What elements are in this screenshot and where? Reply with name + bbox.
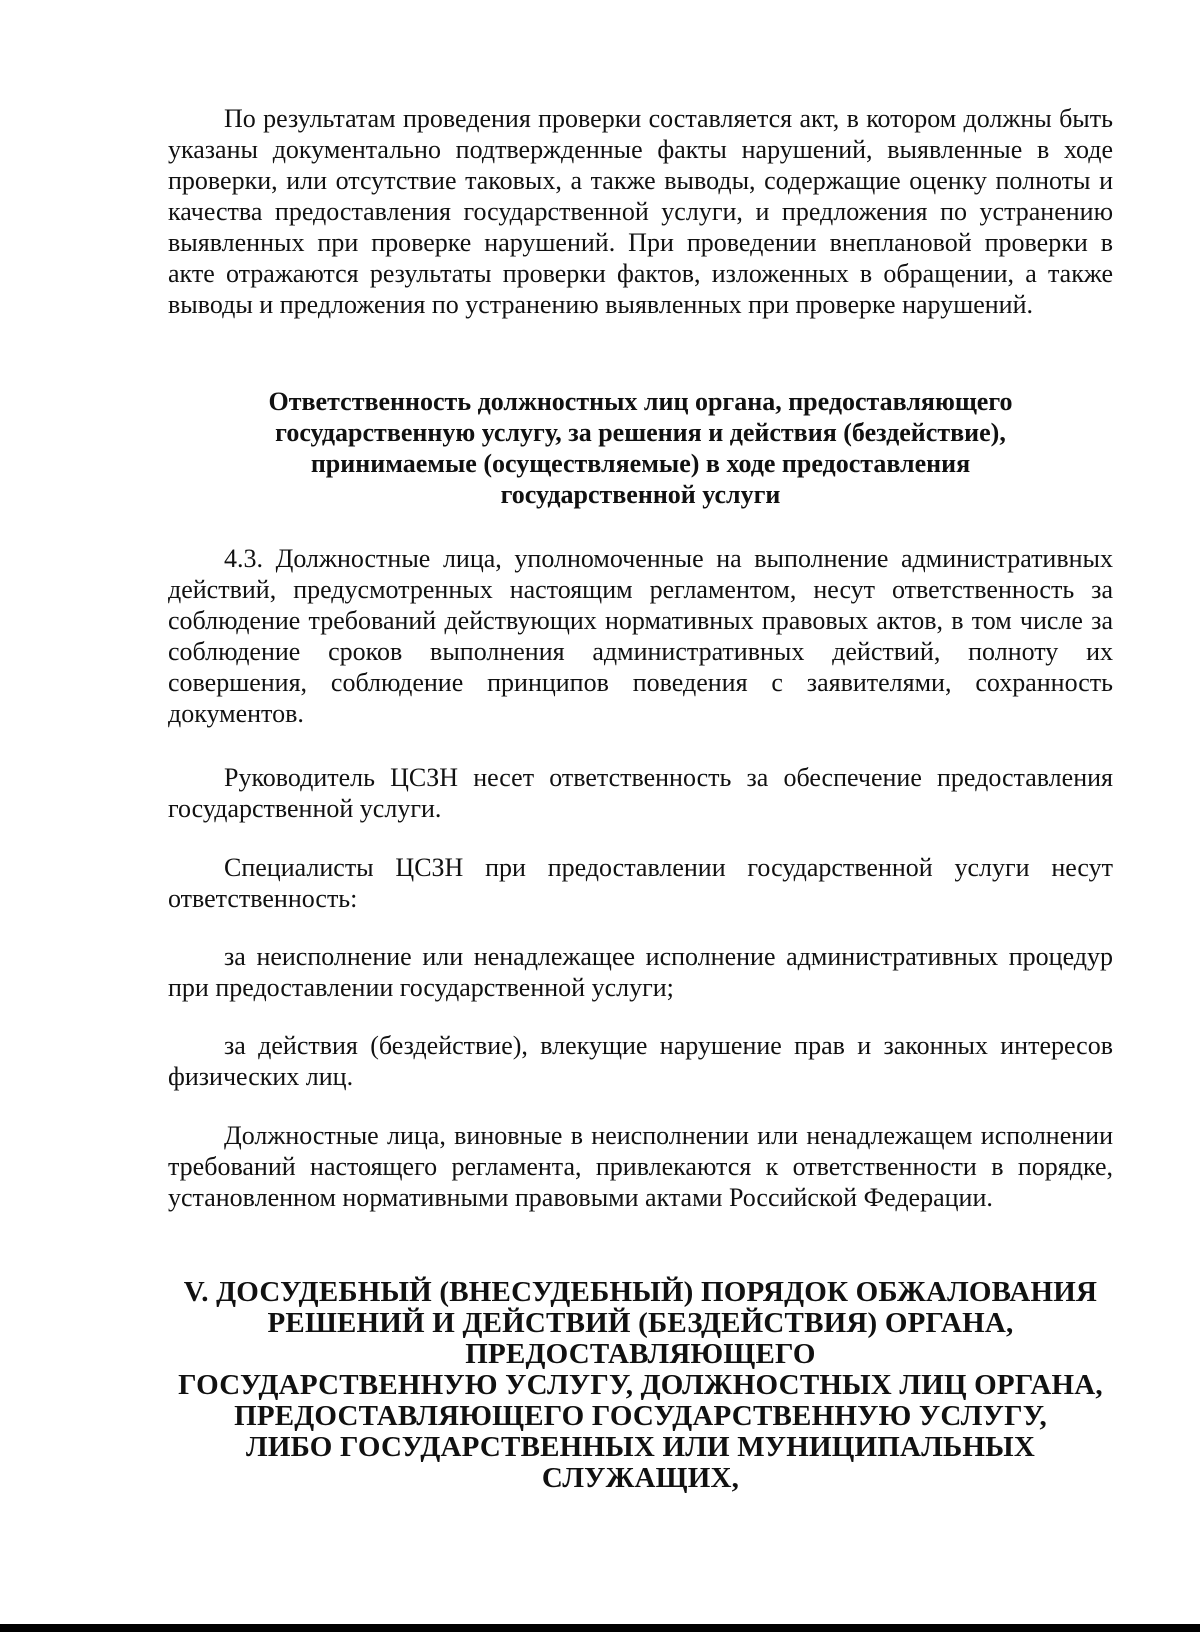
- section-v-heading-line: ПРЕДОСТАВЛЯЮЩЕГО ГОСУДАРСТВЕННУЮ УСЛУГУ,: [234, 1400, 1047, 1432]
- officials-paragraph: Должностные лица, виновные в неисполнении или ненадлежащем исполнении требований настоящего регламента, привлекаются к ответственности в порядке, установленном нормативными правовыми актами Российской Федерации.: [168, 1121, 1113, 1212]
- actions-block: [168, 1030, 1113, 1092]
- responsibility-heading-line: принимаемые (осуществляемые) в ходе предоставления: [310, 449, 971, 478]
- section-v-heading-line: V. ДОСУДЕБНЫЙ (ВНЕСУДЕБНЫЙ) ПОРЯДОК ОБЖАЛОВАНИЯ: [183, 1276, 1098, 1308]
- head-responsibility-paragraph: Руководитель ЦСЗН несет ответственность за обеспечение предоставления государственной услуги.: [168, 763, 1113, 823]
- clause-4-3-block: [168, 543, 1113, 729]
- non-execution-paragraph: за неисполнение или ненадлежащее исполнение административных процедур при предоставлении государственной услуги;: [168, 942, 1113, 1002]
- section-v-heading-line: ПРЕДОСТАВЛЯЮЩЕГО: [465, 1338, 816, 1370]
- section-v-heading: [168, 1277, 1113, 1494]
- responsibility-heading-line: государственную услугу, за решения и действия (бездействие),: [275, 418, 1006, 447]
- non-execution-block: [168, 941, 1113, 1003]
- clause-4-3-paragraph: 4.3. Должностные лица, уполномоченные на выполнение административных действий, предусмотренных настоящим регламентом, несут ответственность за соблюдение требований действующих нормативных правовых актов, в том числе за соблюдение сроков выполнения административных действий, полноту их совершения, соблюдение принципов поведения с заявителями, сохранность документов.: [168, 544, 1113, 728]
- specialists-paragraph: Специалисты ЦСЗН при предоставлении государственной услуги несут ответственность:: [168, 853, 1113, 913]
- head-responsibility-block: [168, 762, 1113, 824]
- section-v-heading-line: РЕШЕНИЙ И ДЕЙСТВИЙ (БЕЗДЕЙСТВИЯ) ОРГАНА,: [267, 1307, 1014, 1339]
- act-paragraph-block: [168, 103, 1113, 320]
- specialists-block: [168, 852, 1113, 914]
- section-v-heading-line: ЛИБО ГОСУДАРСТВЕННЫХ ИЛИ МУНИЦИПАЛЬНЫХ: [246, 1431, 1035, 1463]
- responsibility-heading-line: Ответственность должностных лиц органа, предоставляющего: [268, 387, 1013, 416]
- scan-edge-bar: [0, 1624, 1200, 1632]
- section-v-heading-line: ГОСУДАРСТВЕННУЮ УСЛУГУ, ДОЛЖНОСТНЫХ ЛИЦ ОРГАНА,: [178, 1369, 1103, 1401]
- responsibility-heading: [168, 386, 1113, 510]
- actions-paragraph: за действия (бездействие), влекущие нарушение прав и законных интересов физических лиц.: [168, 1031, 1113, 1091]
- section-v-heading-line: СЛУЖАЩИХ,: [541, 1462, 740, 1494]
- act-paragraph: По результатам проведения проверки составляется акт, в котором должны быть указаны документально подтвержденные факты нарушений, выявленные в ходе проверки, или отсутствие таковых, а также выводы, содержащие оценку полноты и качества предоставления государственной услуги, и предложения по устранению выявленных при проверке нарушений. При проведении внеплановой проверки в акте отражаются результаты проверки фактов, изложенных в обращении, а также выводы и предложения по устранению выявленных при проверке нарушений.: [168, 104, 1113, 319]
- responsibility-heading-line: государственной услуги: [500, 480, 781, 509]
- officials-block: [168, 1120, 1113, 1213]
